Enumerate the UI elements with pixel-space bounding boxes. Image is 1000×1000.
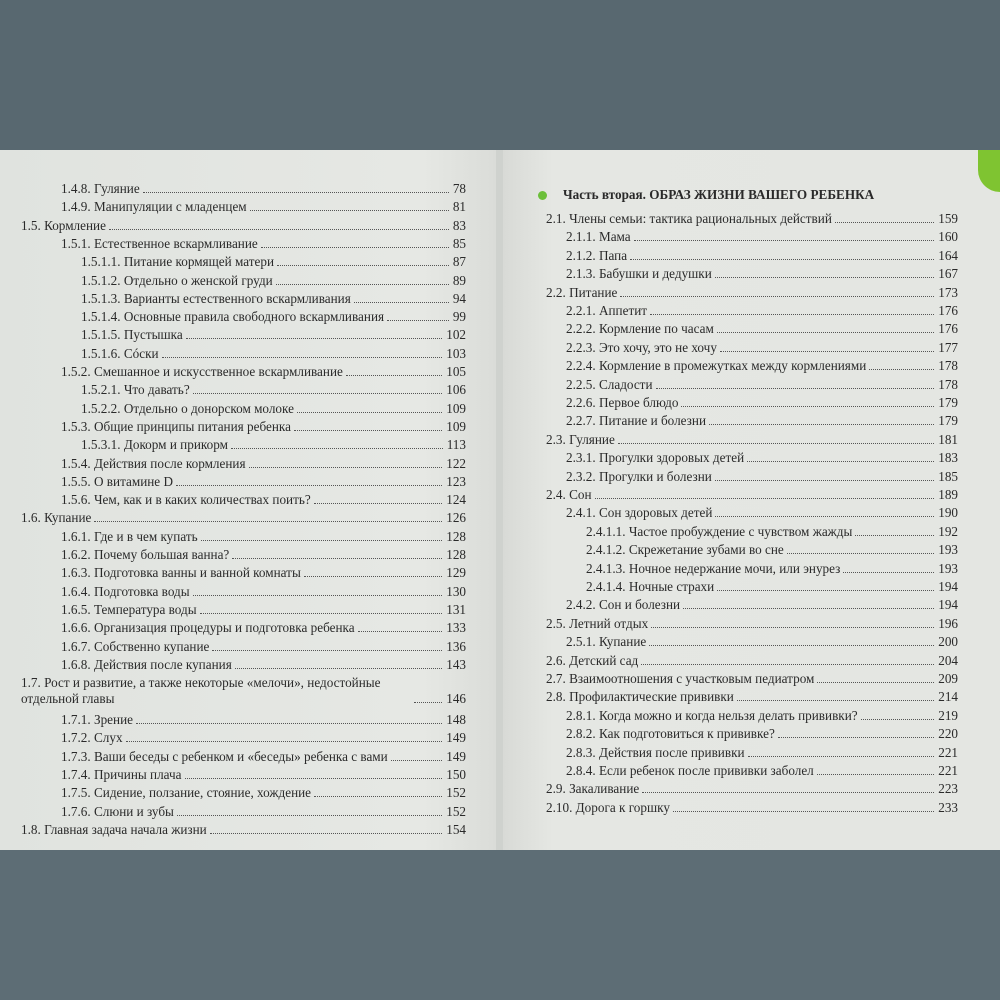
toc-entry-title: 2.4.1.2. Скрежетание зубами во сне xyxy=(586,542,784,558)
toc-entry-title: 1.7.1. Зрение xyxy=(61,712,133,728)
toc-entry-title: 2.4.1.3. Ночное недержание мочи, или энурез xyxy=(586,560,841,576)
dot-leader xyxy=(709,424,934,425)
dot-leader xyxy=(193,595,443,596)
toc-entry-title: 1.5.1.2. Отдельно о женской груди xyxy=(81,272,273,288)
toc-entry xyxy=(61,781,466,801)
toc-entry xyxy=(566,244,958,264)
toc-entry-page: 105 xyxy=(446,364,466,379)
dot-leader xyxy=(414,702,442,703)
toc-entry-title: 2.2.2. Кормление по часам xyxy=(566,321,714,337)
toc-entry-page: 193 xyxy=(938,560,958,576)
toc-entry-title: 1.5.1.6. Сóски xyxy=(81,345,159,361)
toc-entry xyxy=(81,397,466,417)
toc-entry xyxy=(61,726,466,746)
toc-entry xyxy=(21,506,466,526)
toc-entry xyxy=(81,305,466,325)
toc-entry xyxy=(546,483,958,503)
toc-entry xyxy=(546,281,958,301)
right-page xyxy=(503,150,1000,850)
toc-entry xyxy=(546,777,958,797)
toc-entry-title: 1.5.1.4. Основные правила свободного вскармливания xyxy=(81,309,385,325)
dot-leader xyxy=(787,553,934,554)
toc-entry-title: 2.3.1. Прогулки здоровых детей xyxy=(566,450,745,466)
toc-entry-title: 1.5.1.5. Пустышка xyxy=(81,327,183,343)
dot-leader xyxy=(231,448,443,449)
dot-leader xyxy=(297,412,442,413)
toc-entry-page: 194 xyxy=(938,579,958,594)
dot-leader xyxy=(294,430,442,431)
left-page xyxy=(0,150,497,850)
toc-entry xyxy=(21,671,466,707)
toc-entry xyxy=(21,214,466,234)
toc-entry-page: 159 xyxy=(938,211,958,226)
dot-leader xyxy=(261,247,449,248)
toc-entry-title: 1.6.8. Действия после купания xyxy=(61,656,232,672)
toc-entry xyxy=(61,195,466,215)
toc-entry-page: 189 xyxy=(938,487,958,502)
toc-entry-page: 122 xyxy=(446,455,466,471)
toc-entry-page: 103 xyxy=(446,345,466,361)
toc-entry-page: 181 xyxy=(938,431,958,447)
toc-entry xyxy=(566,299,958,319)
toc-entry-page: 154 xyxy=(446,821,466,837)
dot-leader xyxy=(817,774,934,775)
dot-leader xyxy=(136,723,442,724)
toc-entry-page: 131 xyxy=(446,601,466,617)
dot-leader xyxy=(748,756,935,757)
toc-entry-title: 2.4.1. Сон здоровых детей xyxy=(566,505,713,521)
toc-entry-title: 1.7.4. Причины плача xyxy=(61,767,182,782)
dot-leader xyxy=(737,700,934,701)
dot-leader xyxy=(715,277,934,278)
toc-entry-title: 1.4.8. Гуляние xyxy=(61,181,140,196)
toc-entry-page: 192 xyxy=(938,523,958,539)
toc-entry-title: 2.8. Профилактические прививки xyxy=(546,689,734,705)
toc-entry-page: 194 xyxy=(938,597,958,613)
toc-entry-title: 1.5. Кормление xyxy=(21,217,106,233)
toc-entry-title: 1.6.1. Где и в чем купать xyxy=(61,528,198,544)
bullet-dot-icon xyxy=(538,191,547,200)
toc-entry-page: 143 xyxy=(446,656,466,672)
toc-entry xyxy=(61,561,466,581)
toc-entry xyxy=(81,342,466,362)
dot-leader xyxy=(201,540,443,541)
toc-entry-title: 1.6.7. Собственно купание xyxy=(61,638,210,654)
toc-entry-page: 173 xyxy=(938,284,958,300)
part-title: Часть вторая. ОБРАЗ ЖИЗНИ ВАШЕГО РЕБЕНКА xyxy=(563,187,875,202)
toc-entry-title: 1.6.3. Подготовка ванны и ванной комнаты xyxy=(61,565,301,581)
toc-entry-title: 1.7. Рост и развитие, а также некоторые «мелочи», недостойные отдельной главы xyxy=(21,675,381,707)
toc-entry-title: 1.7.6. Слюни и зубы xyxy=(61,803,174,819)
background-top xyxy=(0,0,1000,150)
toc-entry xyxy=(566,262,958,282)
toc-entry xyxy=(61,488,466,508)
toc-entry-title: 2.5. Летний отдых xyxy=(546,615,649,631)
dot-leader xyxy=(249,467,443,468)
toc-entry-page: 149 xyxy=(446,730,466,746)
dot-leader xyxy=(618,443,934,444)
toc-entry xyxy=(566,225,958,245)
toc-entry-page: 128 xyxy=(446,547,466,562)
toc-entry xyxy=(566,593,958,613)
toc-entry xyxy=(586,557,958,577)
toc-entry xyxy=(546,667,958,687)
dot-leader xyxy=(387,320,449,321)
dot-leader xyxy=(720,351,934,352)
dot-leader xyxy=(656,388,935,389)
dot-leader xyxy=(642,792,934,793)
toc-entry-title: 1.5.3. Общие принципы питания ребенка xyxy=(61,418,291,434)
toc-entry-title: 2.1.3. Бабушки и дедушки xyxy=(566,266,712,282)
toc-entry-page: 178 xyxy=(938,358,958,374)
dot-leader xyxy=(177,815,442,816)
toc-entry-page: 179 xyxy=(938,395,958,410)
toc-entry-page: 164 xyxy=(938,247,958,263)
dot-leader xyxy=(314,796,442,797)
dot-leader xyxy=(143,192,449,193)
toc-entry xyxy=(81,433,466,453)
toc-entry-page: 148 xyxy=(446,712,466,728)
toc-entry-title: 2.5.1. Купание xyxy=(566,634,647,650)
toc-entry xyxy=(566,317,958,337)
toc-entry xyxy=(81,378,466,398)
dot-leader xyxy=(276,284,449,285)
toc-entry-title: 2.2.1. Аппетит xyxy=(566,303,648,318)
dot-leader xyxy=(673,811,934,812)
toc-entry xyxy=(546,207,958,227)
toc-entry-page: 94 xyxy=(452,290,466,306)
toc-entry-title: 2.2.3. Это хочу, это не хочу xyxy=(566,339,717,355)
toc-entry-page: 123 xyxy=(446,473,466,489)
dot-leader xyxy=(212,650,442,651)
toc-entry xyxy=(61,452,466,472)
toc-entry-title: 1.6.2. Почему большая ванна? xyxy=(61,547,230,562)
toc-entry xyxy=(586,538,958,558)
toc-entry-title: 1.5.2. Смешанное и искусственное вскармливание xyxy=(61,364,343,379)
toc-entry-title: 2.8.1. Когда можно и когда нельзя делать прививки? xyxy=(566,707,858,723)
toc-entry xyxy=(566,409,958,429)
toc-entry xyxy=(21,818,466,838)
toc-entry xyxy=(566,704,958,724)
toc-entry-page: 78 xyxy=(452,181,466,196)
toc-entry-page: 220 xyxy=(938,726,958,742)
dot-leader xyxy=(126,741,443,742)
toc-entry-page: 152 xyxy=(446,785,466,801)
toc-entry-page: 190 xyxy=(938,505,958,521)
dot-leader xyxy=(210,833,442,834)
dot-leader xyxy=(277,265,449,266)
dot-leader xyxy=(861,719,935,720)
dot-leader xyxy=(391,760,443,761)
toc-entry-page: 177 xyxy=(938,339,958,355)
toc-entry-title: 1.6.6. Организация процедуры и подготовка ребенка xyxy=(61,620,355,636)
dot-leader xyxy=(176,485,442,486)
toc-entry xyxy=(546,796,958,816)
toc-entry-title: 1.6.4. Подготовка воды xyxy=(61,583,190,599)
toc-entry-title: 2.3. Гуляние xyxy=(546,431,615,447)
dot-leader xyxy=(650,314,934,315)
toc-entry-title: 2.4.1.1. Частое пробуждение с чувством жажды xyxy=(586,523,853,539)
toc-entry-page: 193 xyxy=(938,542,958,558)
dot-leader xyxy=(634,240,935,241)
dot-leader xyxy=(641,664,934,665)
toc-entry-title: 2.8.4. Если ребенок после прививки заболел xyxy=(566,763,814,778)
toc-entry xyxy=(61,763,466,783)
toc-entry-page: 126 xyxy=(446,510,466,526)
dot-leader xyxy=(595,498,935,499)
toc-entry-page: 233 xyxy=(938,799,958,815)
toc-entry-title: 2.1. Члены семьи: тактика рациональных действий xyxy=(546,211,832,226)
toc-entry xyxy=(566,501,958,521)
toc-entry xyxy=(81,250,466,270)
toc-entry xyxy=(61,177,466,197)
toc-entry xyxy=(81,323,466,343)
dot-leader xyxy=(200,613,443,614)
toc-entry-title: 2.3.2. Прогулки и болезни xyxy=(566,468,712,484)
toc-entry-page: 209 xyxy=(938,671,958,686)
toc-entry-page: 106 xyxy=(446,382,466,398)
toc-entry xyxy=(81,287,466,307)
toc-entry xyxy=(566,630,958,650)
toc-entry xyxy=(61,598,466,618)
dot-leader xyxy=(162,357,443,358)
dot-leader xyxy=(346,375,442,376)
toc-entry-page: 146 xyxy=(446,691,466,707)
toc-entry-page: 183 xyxy=(938,450,958,466)
toc-entry-page: 160 xyxy=(938,229,958,245)
dot-leader xyxy=(651,627,934,628)
toc-entry-title: 1.8. Главная задача начала жизни xyxy=(21,821,207,837)
dot-leader xyxy=(354,302,449,303)
toc-entry-page: 176 xyxy=(938,321,958,337)
toc-entry-page: 85 xyxy=(452,235,466,251)
toc-entry-title: 1.5.2.2. Отдельно о донорском молоке xyxy=(81,400,294,416)
toc-entry-page: 219 xyxy=(938,707,958,723)
toc-entry-title: 2.2.4. Кормление в промежутках между кормлениями xyxy=(566,358,867,374)
toc-entry-title: 2.1.2. Папа xyxy=(566,247,628,263)
toc-entry-title: 1.4.9. Манипуляции с младенцем xyxy=(61,199,247,215)
toc-entry-title: 1.7.5. Сидение, ползание, стояние, хождение xyxy=(61,785,312,801)
dot-leader xyxy=(715,480,934,481)
dot-leader xyxy=(185,778,443,779)
toc-entry-title: 2.9. Закаливание xyxy=(546,781,640,797)
toc-entry-title: 2.2.7. Питание и болезни xyxy=(566,413,706,429)
toc-entry-title: 1.5.1.3. Варианты естественного вскармливания xyxy=(81,290,351,306)
toc-entry-title: 2.4. Сон xyxy=(546,487,592,502)
dot-leader xyxy=(304,576,442,577)
toc-entry xyxy=(61,232,466,252)
dot-leader xyxy=(186,338,443,339)
toc-entry xyxy=(586,575,958,595)
toc-entry-page: 133 xyxy=(446,620,466,636)
dot-leader xyxy=(843,572,934,573)
toc-entry-page: 136 xyxy=(446,638,466,654)
dot-leader xyxy=(235,668,442,669)
toc-entry-page: 109 xyxy=(446,400,466,416)
toc-entry xyxy=(546,649,958,669)
toc-entry xyxy=(61,800,466,820)
toc-entry-title: 1.5.4. Действия после кормления xyxy=(61,455,246,471)
dot-leader xyxy=(817,682,934,683)
toc-entry-title: 1.7.3. Ваши беседы с ребенком и «беседы» ребенка с вами xyxy=(61,748,388,764)
dot-leader xyxy=(683,608,934,609)
toc-entry-page: 204 xyxy=(938,652,958,668)
dot-leader xyxy=(717,332,934,333)
dot-leader xyxy=(630,259,934,260)
toc-entry-page: 81 xyxy=(452,199,466,215)
toc-entry-page: 167 xyxy=(938,266,958,282)
toc-entry xyxy=(566,465,958,485)
toc-entry-page: 185 xyxy=(938,468,958,484)
toc-entry-page: 196 xyxy=(938,615,958,631)
dot-leader xyxy=(94,521,442,522)
dot-leader xyxy=(232,558,442,559)
toc-entry xyxy=(61,470,466,490)
toc-entry xyxy=(546,428,958,448)
dot-leader xyxy=(747,461,934,462)
toc-entry xyxy=(566,722,958,742)
dot-leader xyxy=(358,631,443,632)
toc-entry-page: 178 xyxy=(938,376,958,392)
toc-entry xyxy=(81,269,466,289)
toc-entry xyxy=(61,708,466,728)
dot-leader xyxy=(109,229,449,230)
dot-leader xyxy=(649,645,934,646)
toc-entry-page: 129 xyxy=(446,565,466,581)
dot-leader xyxy=(250,210,449,211)
toc-entry-page: 150 xyxy=(446,767,466,782)
toc-entry-page: 176 xyxy=(938,303,958,318)
dot-leader xyxy=(193,393,443,394)
toc-entry xyxy=(586,520,958,540)
toc-entry-page: 221 xyxy=(938,744,958,760)
toc-entry xyxy=(61,745,466,765)
toc-entry-page: 113 xyxy=(446,437,466,453)
dot-leader xyxy=(314,503,442,504)
toc-entry xyxy=(566,741,958,761)
toc-entry-title: 1.5.3.1. Докорм и прикорм xyxy=(81,437,228,453)
toc-entry xyxy=(61,415,466,435)
toc-entry-page: 87 xyxy=(452,254,466,270)
toc-entry xyxy=(61,653,466,673)
toc-entry-title: 2.6. Детский сад xyxy=(546,652,639,668)
toc-entry xyxy=(61,616,466,636)
toc-entry xyxy=(546,612,958,632)
toc-entry-page: 179 xyxy=(938,413,958,429)
toc-entry-title: 2.2.6. Первое блюдо xyxy=(566,395,679,410)
toc-entry-title: 2.10. Дорога к горшку xyxy=(546,799,670,815)
toc-entry-title: 2.8.3. Действия после прививки xyxy=(566,744,745,760)
dot-leader xyxy=(620,296,934,297)
dot-leader xyxy=(778,737,934,738)
toc-entry xyxy=(61,580,466,600)
toc-entry-title: 1.7.2. Слух xyxy=(61,730,123,746)
toc-entry xyxy=(61,635,466,655)
toc-entry-page: 130 xyxy=(446,583,466,599)
dot-leader xyxy=(717,590,934,591)
toc-entry xyxy=(61,525,466,545)
dot-leader xyxy=(681,406,934,407)
toc-entry-page: 124 xyxy=(446,492,466,508)
toc-entry-page: 214 xyxy=(938,689,958,705)
toc-entry-title: 1.6.5. Температура воды xyxy=(61,601,197,617)
toc-entry-title: 2.8.2. Как подготовиться к прививке? xyxy=(566,726,775,742)
toc-entry-title: 2.4.1.4. Ночные страхи xyxy=(586,579,715,594)
toc-entry-page: 128 xyxy=(446,528,466,544)
toc-entry-title: 1.5.5. О витамине D xyxy=(61,473,173,489)
dot-leader xyxy=(835,222,934,223)
dot-leader xyxy=(855,535,934,536)
toc-entry-title: 1.6. Купание xyxy=(21,510,92,526)
toc-entry xyxy=(61,360,466,380)
toc-entry-page: 152 xyxy=(446,803,466,819)
dot-leader xyxy=(869,369,934,370)
toc-entry-page: 149 xyxy=(446,748,466,764)
toc-entry xyxy=(546,685,958,705)
toc-entry-page: 89 xyxy=(452,272,466,288)
toc-entry xyxy=(566,446,958,466)
toc-entry-title: 1.5.1.1. Питание кормящей матери xyxy=(81,254,275,270)
dot-leader xyxy=(715,516,934,517)
toc-entry xyxy=(566,336,958,356)
toc-entry-page: 109 xyxy=(446,418,466,434)
toc-entry xyxy=(566,354,958,374)
toc-entry xyxy=(61,543,466,563)
toc-entry-title: 2.2. Питание xyxy=(546,284,618,300)
toc-entry-title: 2.1.1. Мама xyxy=(566,229,631,245)
toc-entry-page: 200 xyxy=(938,634,958,650)
toc-entry xyxy=(566,391,958,411)
toc-entry-page: 99 xyxy=(452,309,466,325)
toc-entry xyxy=(566,759,958,779)
toc-entry-title: 1.5.1. Естественное вскармливание xyxy=(61,235,258,251)
toc-entry-page: 102 xyxy=(446,327,466,343)
toc-entry-page: 221 xyxy=(938,763,958,778)
toc-entry-title: 2.2.5. Сладости xyxy=(566,376,653,392)
part-heading xyxy=(538,187,874,203)
toc-entry-title: 1.5.2.1. Что давать? xyxy=(81,382,190,398)
toc-entry-title: 2.7. Взаимоотношения с участковым педиатром xyxy=(546,671,815,686)
toc-entry-title: 1.5.6. Чем, как и в каких количествах поить? xyxy=(61,492,311,508)
toc-entry-page: 83 xyxy=(452,217,466,233)
toc-entry xyxy=(566,373,958,393)
background-bottom xyxy=(0,848,1000,1000)
toc-entry-page: 223 xyxy=(938,781,958,797)
toc-entry-title: 2.4.2. Сон и болезни xyxy=(566,597,681,613)
